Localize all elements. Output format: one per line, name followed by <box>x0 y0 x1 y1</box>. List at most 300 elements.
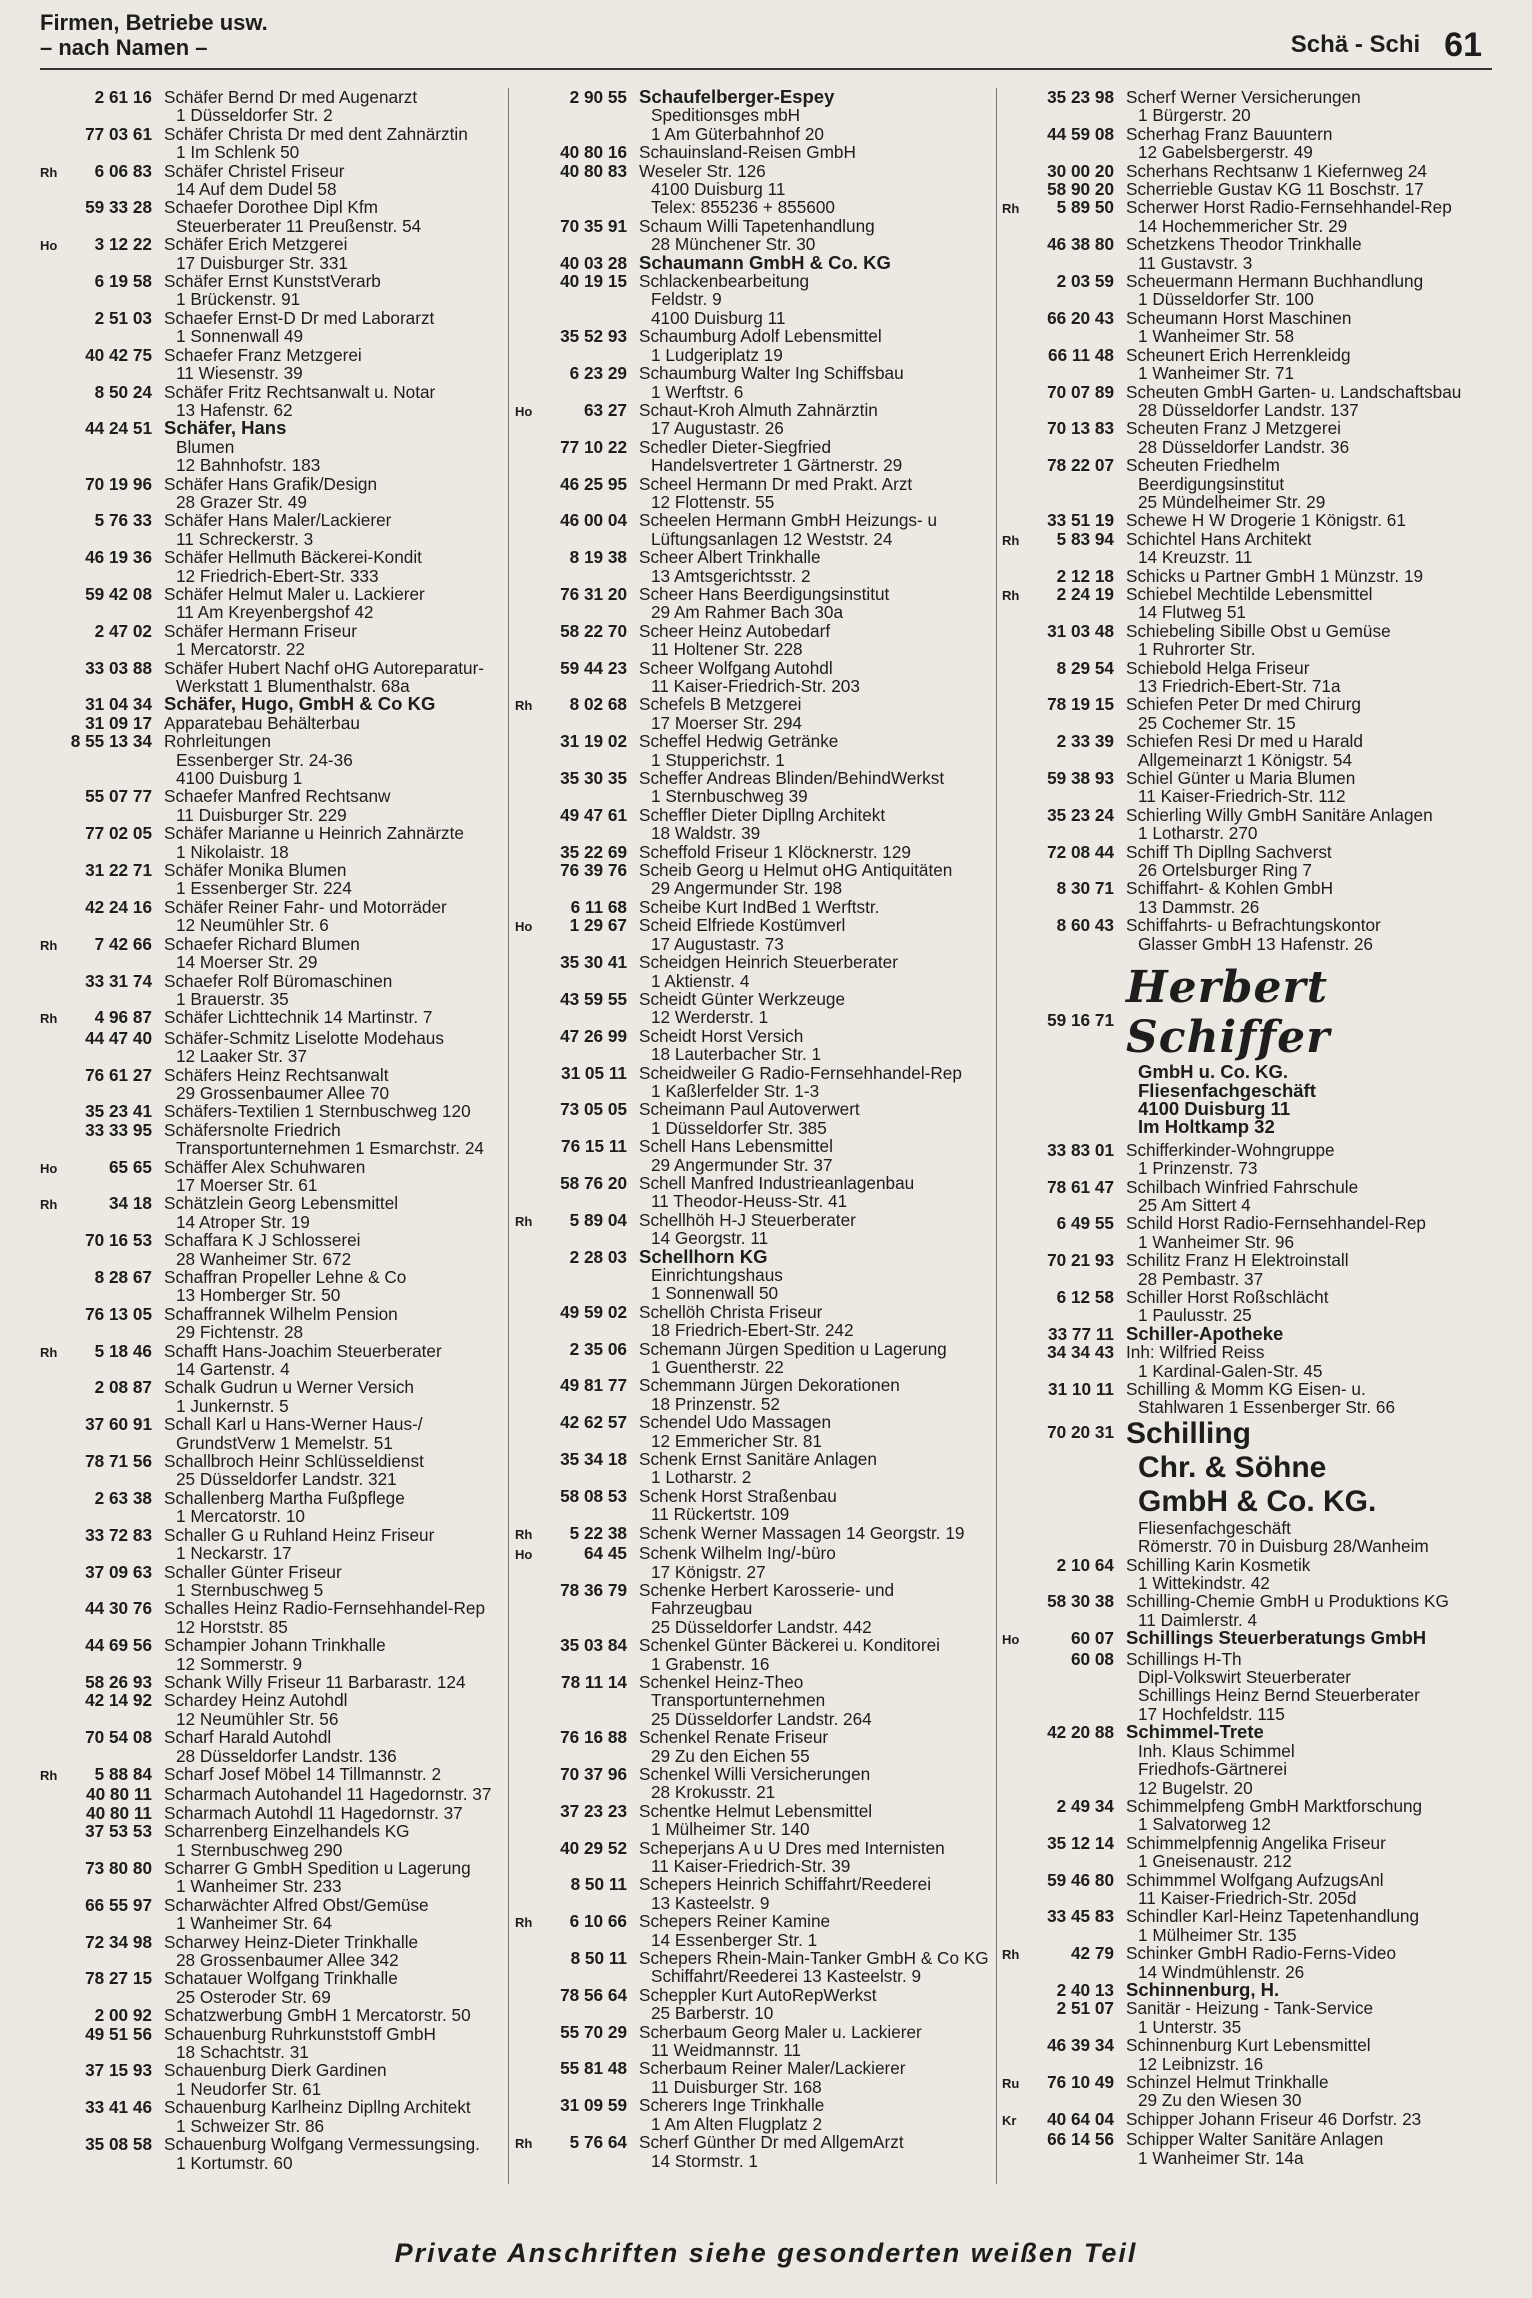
listing-detail-line: 12 Emmericher Str. 81 <box>651 1430 822 1451</box>
listing-details <box>1126 1907 1492 1944</box>
district-code <box>515 1673 545 1728</box>
listing-details <box>639 622 995 659</box>
phone-number: 63 27 <box>583 399 627 420</box>
listing-details <box>164 1305 510 1342</box>
district-code <box>1002 1141 1032 1178</box>
district-code <box>1002 1834 1032 1871</box>
listing-details <box>164 235 510 272</box>
listing-detail-line: 1 Im Schlenk 50 <box>176 142 300 163</box>
listing-details <box>1126 659 1492 696</box>
listing-name: Schäfers Heinz Rechtsanwalt <box>164 1064 389 1085</box>
listing-entry <box>515 401 995 438</box>
listing-name: Inh: Wilfried Reiss <box>1126 1342 1265 1363</box>
listing-entry <box>515 1802 995 1839</box>
district-code <box>515 1413 545 1450</box>
listing-name: Schimmmel Wolfgang AufzugsAnl <box>1126 1869 1384 1890</box>
listing-entry <box>515 1986 995 2023</box>
listing-entry <box>40 1452 510 1489</box>
phone-number: 55 70 29 <box>560 2021 627 2042</box>
listing-details <box>164 309 510 346</box>
listing-entry <box>1002 88 1492 125</box>
listing-name: Scheibe Kurt IndBed 1 Werftstr. <box>639 896 880 917</box>
listing-entry <box>40 2098 510 2135</box>
listing-name: Schell Hans Lebensmittel <box>639 1136 833 1157</box>
district-code <box>515 475 545 512</box>
listing-name: Scheer Hans Beerdigungsinstitut <box>639 583 890 604</box>
listing-entry <box>1002 567 1492 585</box>
listing-detail-line: 11 Duisburger Str. 168 <box>651 2076 822 2097</box>
listing-detail-line: Dipl-Volkswirt Steuerberater <box>1138 1667 1352 1688</box>
listing-details <box>1126 1556 1492 1593</box>
district-code <box>1002 1871 1032 1908</box>
listing-details <box>1126 125 1492 162</box>
district-code <box>40 861 70 898</box>
listing-detail-line: 1 Prinzenstr. 73 <box>1138 1158 1258 1179</box>
listing-details <box>1126 162 1492 180</box>
listing-detail-line: 1 Essenberger Str. 224 <box>176 878 352 899</box>
listing-name: Schallbroch Heinr Schlüsseldienst <box>164 1451 424 1472</box>
listing-detail-line: 11 Duisburger Str. 229 <box>176 804 347 825</box>
phone-number: 65 65 <box>108 1156 152 1177</box>
listing-detail-line: 12 Sommerstr. 9 <box>176 1653 303 1674</box>
listing-name: Schild Horst Radio-Fernsehhandel-Rep <box>1126 1213 1426 1234</box>
listing-detail-line: 25 Am Sittert 4 <box>1138 1194 1251 1215</box>
listing-name: Scheuten Friedhelm <box>1126 455 1280 476</box>
listing-detail-line: 1 Nikolaistr. 18 <box>176 841 289 862</box>
district-code <box>40 2006 70 2024</box>
district-code <box>40 1673 70 1691</box>
listing-detail-line: 28 Düsseldorfer Landstr. 137 <box>1138 399 1359 420</box>
listing-details <box>1126 769 1492 806</box>
listing-name: Schäfer Fritz Rechtsanwalt u. Notar <box>164 381 436 402</box>
listing-entry <box>515 2133 995 2170</box>
phone-number: 43 59 55 <box>560 988 627 1009</box>
listing-detail-line: Im Holtkamp 32 <box>1138 1116 1275 1138</box>
listing-details <box>639 1673 995 1728</box>
listing-entry <box>40 2006 510 2024</box>
listing-entry <box>1002 1978 1492 2000</box>
phone-number: 44 24 51 <box>85 418 152 439</box>
listing-detail-line: 29 Grossenbaumer Allee 70 <box>176 1082 390 1103</box>
listing-name: Schaffran Propeller Lehne & Co <box>164 1267 407 1287</box>
listing-name: Scheib Georg u Helmut oHG Antiquitäten <box>639 860 953 881</box>
phone-number: 5 18 46 <box>94 1340 152 1361</box>
phone-number: 8 02 68 <box>569 694 627 715</box>
listing-details <box>639 364 995 401</box>
listing-detail-line: 28 Münchener Str. 30 <box>651 234 816 255</box>
phone-number: 77 02 05 <box>85 823 152 844</box>
listing-entry <box>1002 1723 1492 1797</box>
listing-name: Schaefer Richard Blumen <box>164 933 360 954</box>
listing-details <box>164 272 510 309</box>
district-code: Rh <box>515 1526 533 1542</box>
listing-detail-line: 11 Kaiser-Friedrich-Str. 205d <box>1138 1887 1357 1908</box>
listing-detail-line: 17 Hochfeldstr. 115 <box>1138 1703 1285 1724</box>
listing-detail-line: Fliesenfachgeschäft <box>1138 1517 1291 1538</box>
listing-detail-line: 1 Neudorfer Str. 61 <box>176 2078 322 2099</box>
listing-details <box>164 1599 510 1636</box>
listing-details <box>1126 346 1492 383</box>
listing-details <box>639 1340 995 1377</box>
listing-entry <box>40 272 510 309</box>
phone-number: 35 22 69 <box>560 841 627 862</box>
listing-name: Schäfer Christa Dr med dent Zahnärztin <box>164 123 468 144</box>
listing-entry <box>1002 309 1492 346</box>
listing-entry <box>40 585 510 622</box>
listing-detail-line: 1 Wittekindstr. 42 <box>1138 1573 1270 1594</box>
phone-number: 33 41 46 <box>85 2097 152 2118</box>
listing-name: Schellöh Christa Friseur <box>639 1301 823 1322</box>
phone-number: 8 60 43 <box>1056 915 1114 936</box>
listing-details <box>1126 1999 1492 2036</box>
district-code <box>515 843 545 861</box>
listing-column-2 <box>515 88 995 2170</box>
phone-number: 33 83 01 <box>1047 1139 1114 1160</box>
listing-entry <box>515 1765 995 1802</box>
listing-details <box>164 1859 510 1896</box>
listing-details <box>164 383 510 420</box>
listing-detail-line: 1 Wanheimer Str. 233 <box>176 1876 342 1897</box>
listing-entry <box>515 327 995 364</box>
district-code <box>40 1231 70 1268</box>
listing-details <box>1126 272 1492 309</box>
listing-name: Schiller Horst Roßschlächt <box>1126 1286 1329 1307</box>
listing-entry <box>40 1673 510 1691</box>
listing-name: Schäfer Hans Grafik/Design <box>164 473 378 494</box>
listing-name: Scherers Inge Trinkhalle <box>639 2095 825 2116</box>
district-code <box>515 1949 545 1986</box>
listing-detail-line: 28 Grossenbaumer Allee 342 <box>176 1950 399 1971</box>
district-code <box>1002 1178 1032 1215</box>
listing-name: Scharf Harald Autohdl <box>164 1727 332 1748</box>
district-code <box>1002 963 1032 1137</box>
district-code <box>1002 567 1032 585</box>
listing-details <box>1126 1214 1492 1251</box>
phone-number: 40 19 15 <box>560 271 627 292</box>
listing-name: Schiffahrt- & Kohlen GmbH <box>1126 878 1333 899</box>
district-code <box>1002 659 1032 696</box>
listing-details <box>639 1027 995 1064</box>
listing-detail-line: 1 Wanheimer Str. 96 <box>1138 1231 1295 1252</box>
district-code <box>515 548 545 585</box>
district-code <box>1002 1417 1032 1556</box>
phone-number: 33 77 11 <box>1048 1323 1114 1344</box>
listing-detail-line: 14 Gartenstr. 4 <box>176 1359 290 1380</box>
listing-details <box>164 1785 510 1803</box>
listing-details <box>639 769 995 806</box>
district-code: Ru <box>1002 2076 1020 2091</box>
phone-number: 35 23 98 <box>1047 87 1114 107</box>
listing-entry <box>1002 1380 1492 1417</box>
phone-number: 2 63 38 <box>94 1487 152 1508</box>
listing-details <box>639 1524 995 1544</box>
listing-name: Scheer Albert Trinkhalle <box>639 547 821 568</box>
phone-number: 66 14 56 <box>1047 2129 1114 2150</box>
phone-number: 58 90 20 <box>1047 179 1114 200</box>
listing-details <box>164 861 510 898</box>
listing-detail-line: 1 Sonnenwall 49 <box>176 326 304 347</box>
district-code <box>40 824 70 861</box>
listing-name: Schäfer Hans Maler/Lackierer <box>164 510 392 531</box>
listing-entry <box>515 806 995 843</box>
listing-entry <box>1002 622 1492 659</box>
district-code <box>515 2023 545 2060</box>
listing-entry <box>40 714 510 732</box>
listing-details <box>1126 1592 1492 1629</box>
listing-name: Scheer Wolfgang Autohdl <box>639 657 833 678</box>
listing-name: GmbH u. Co. KG. <box>1138 1061 1289 1083</box>
listing-name: Schepers Rhein-Main-Tanker GmbH & Co KG <box>639 1948 989 1969</box>
listing-details <box>164 2061 510 2098</box>
listing-entry <box>1002 843 1492 880</box>
listing-details <box>1126 1322 1492 1344</box>
listing-entry <box>515 2059 995 2096</box>
listing-detail-line: 14 Stormstr. 1 <box>651 2150 758 2171</box>
listing-entry <box>515 143 995 161</box>
listing-detail-line: GmbH & Co. KG. <box>1138 1484 1377 1518</box>
listing-detail-line: 25 Barberstr. 10 <box>651 2003 774 2024</box>
phone-number: 76 10 49 <box>1047 2072 1114 2092</box>
listing-detail-line: Fliesenfachgeschäft <box>1138 1079 1316 1101</box>
listing-detail-line: 18 Schachtstr. 31 <box>176 2042 309 2063</box>
district-code: Rh <box>40 1197 58 1213</box>
listing-detail-line: Chr. & Söhne <box>1138 1450 1327 1484</box>
listing-name: Schäfer Lichttechnik 14 Martinstr. 7 <box>164 1007 433 1028</box>
listing-details <box>639 1802 995 1839</box>
district-code <box>40 309 70 346</box>
listing-detail-line: Beerdigungsinstitut <box>1138 473 1285 494</box>
listing-name: Schauenburg Karlheinz Dipllng Architekt <box>164 2097 471 2118</box>
listing-details <box>639 1245 995 1304</box>
listing-name: Scherhans Rechtsanw 1 Kiefernweg 24 <box>1126 160 1427 181</box>
listing-details <box>1126 235 1492 272</box>
listing-entry <box>1002 879 1492 916</box>
listing-name: Scheppler Kurt AutoRepWerkst <box>639 1984 877 2005</box>
listing-detail-line: 1 Salvatorweg 12 <box>1138 1814 1271 1835</box>
listing-details <box>1126 1288 1492 1325</box>
district-code <box>1002 1380 1032 1417</box>
listing-name: Schindler Karl-Heinz Tapetenhandlung <box>1126 1906 1420 1927</box>
listing-name: Scharmach Autohandel 11 Hagedornstr. 37 <box>164 1784 492 1805</box>
listing-name: Schauenburg Wolfgang Vermessungsing. <box>164 2134 480 2155</box>
listing-entry <box>515 1211 995 1248</box>
listing-name: Schiff Th Dipllng Sachverst <box>1126 841 1332 862</box>
district-code <box>40 548 70 585</box>
listing-entry <box>40 1158 510 1195</box>
listing-name: Sanitär - Heizung - Tank-Service <box>1126 1998 1374 2019</box>
listing-details <box>1126 585 1492 622</box>
listing-entry <box>515 2023 995 2060</box>
district-code <box>40 898 70 935</box>
listing-details <box>164 585 510 622</box>
listing-detail-line: 11 Am Kreyenbergshof 42 <box>176 602 374 623</box>
phone-number: 70 35 91 <box>560 215 627 236</box>
listing-details <box>1126 879 1492 916</box>
phone-number: 70 07 89 <box>1047 381 1114 402</box>
listing-detail-line: Römerstr. 70 in Duisburg 28/Wanheim <box>1138 1536 1429 1557</box>
district-code <box>515 1376 545 1413</box>
listing-detail-line: 1 Junkernstr. 5 <box>176 1395 289 1416</box>
listing-name: Schipper Johann Friseur 46 Dorfstr. 23 <box>1126 2108 1422 2129</box>
listing-details <box>164 787 510 824</box>
phone-number: 33 33 95 <box>85 1119 152 1140</box>
listing-name: Scheimann Paul Autoverwert <box>639 1099 860 1120</box>
listing-details <box>639 1413 995 1450</box>
listing-name: Schaumann GmbH & Co. KG <box>639 251 891 273</box>
listing-entry <box>515 1303 995 1340</box>
listing-name: Schiebel Mechtilde Lebensmittel <box>1126 583 1373 604</box>
listing-name: Scheelen Hermann GmbH Heizungs- u <box>639 510 938 531</box>
listing-detail-line: 1 Ruhrorter Str. <box>1138 639 1256 660</box>
listing-details <box>639 162 995 217</box>
phone-number: 76 31 20 <box>560 583 627 604</box>
district-code <box>515 659 545 696</box>
listing-detail-line: 1 Paulusstr. 25 <box>1138 1305 1252 1326</box>
column-divider <box>996 88 997 2184</box>
listing-detail-line: 13 Friedrich-Ebert-Str. 71a <box>1138 676 1341 696</box>
district-code <box>1002 622 1032 659</box>
listing-detail-line: Glasser GmbH 13 Hafenstr. 26 <box>1138 933 1373 954</box>
listing-name: Schäfer Bernd Dr med Augenarzt <box>164 87 418 107</box>
phone-number: 2 24 19 <box>1056 583 1114 604</box>
listing-entry <box>40 1305 510 1342</box>
district-code <box>1002 1556 1032 1593</box>
listing-name: Schäfer Ernst KunststVerarb <box>164 271 381 292</box>
listing-entry <box>1002 1592 1492 1629</box>
listing-entry <box>515 732 995 769</box>
listing-entry <box>40 1489 510 1526</box>
listing-name: Schichtel Hans Architekt <box>1126 528 1312 549</box>
listing-details <box>639 1949 995 1986</box>
listing-detail-line: 12 Leibnizstr. 16 <box>1138 2053 1264 2074</box>
phone-number: 42 14 92 <box>85 1690 152 1711</box>
phone-number: 37 15 93 <box>85 2060 152 2081</box>
listing-details <box>164 1933 510 1970</box>
listing-entry <box>1002 659 1492 696</box>
district-code: Ho <box>515 1547 533 1563</box>
listing-detail-line: 1 Wanheimer Str. 64 <box>176 1913 333 1934</box>
listing-name: Schemann Jürgen Spedition u Lagerung <box>639 1338 947 1359</box>
listing-name: Scheumann Horst Maschinen <box>1126 307 1352 328</box>
listing-name: Schilling Karin Kosmetik <box>1126 1554 1311 1575</box>
listing-entry <box>515 695 995 732</box>
district-code <box>40 1066 70 1103</box>
phone-number: 35 03 84 <box>560 1635 627 1656</box>
listing-entry <box>40 1526 510 1563</box>
phone-number: 31 10 11 <box>1048 1379 1114 1399</box>
phone-number: 6 10 66 <box>569 1911 627 1932</box>
listing-name: Scharwächter Alfred Obst/Gemüse <box>164 1894 429 1915</box>
phone-number: 8 55 13 34 <box>70 731 152 752</box>
phone-number: 8 29 54 <box>1056 657 1114 678</box>
listing-entry <box>40 1415 510 1452</box>
listing-entry <box>40 383 510 420</box>
listing-detail-line: 11 Kaiser-Friedrich-Str. 203 <box>651 676 860 696</box>
listing-detail-line: 1 Wanheimer Str. 58 <box>1138 326 1295 347</box>
phone-number: 59 42 08 <box>85 583 152 604</box>
district-code: Rh <box>40 1011 58 1027</box>
listing-name: Schiel Günter u Maria Blumen <box>1126 768 1356 789</box>
listing-name: Scheffold Friseur 1 Klöcknerstr. 129 <box>639 841 911 862</box>
listing-name: Schäfer Helmut Maler u. Lackierer <box>164 583 425 604</box>
listing-name: Rohrleitungen <box>164 731 272 752</box>
listing-name: Schiefen Resi Dr med u Harald <box>1126 731 1363 752</box>
phone-number: 2 28 03 <box>569 1246 627 1267</box>
listing-entry <box>515 1673 995 1728</box>
phone-number: 66 11 48 <box>1048 344 1114 365</box>
district-code <box>515 1027 545 1064</box>
listing-detail-line: 28 Düsseldorfer Landstr. 136 <box>176 1745 397 1766</box>
district-code <box>1002 806 1032 843</box>
listing-entry <box>515 1487 995 1524</box>
listing-detail-line: 28 Düsseldorfer Landstr. 36 <box>1138 436 1350 457</box>
listing-details <box>639 438 995 475</box>
listing-detail-line: 1 Düsseldorfer Str. 2 <box>176 105 333 126</box>
phone-number: 66 20 43 <box>1047 307 1114 328</box>
listing-detail-line: Einrichtungshaus <box>651 1265 783 1285</box>
listing-name: Scheidgen Heinrich Steuerberater <box>639 952 898 973</box>
phone-number: 40 80 83 <box>560 160 627 181</box>
district-code <box>40 1526 70 1563</box>
listing-details <box>164 88 510 125</box>
listing-detail-line: 18 Waldstr. 39 <box>651 823 761 844</box>
district-code <box>40 1785 70 1803</box>
listing-entry <box>515 217 995 254</box>
listing-details <box>1126 1178 1492 1215</box>
header-category: Firmen, Betriebe usw. <box>40 10 268 35</box>
listing-detail-line: 4100 Duisburg 1 <box>176 768 303 789</box>
listing-detail-line: 1 Gneisenaustr. 212 <box>1138 1851 1292 1872</box>
listing-entry <box>1002 530 1492 567</box>
listing-name: Schenke Herbert Karosserie- und <box>639 1579 895 1600</box>
listing-entry <box>1002 1834 1492 1871</box>
listing-details <box>164 1526 510 1563</box>
phone-number: 33 72 83 <box>85 1524 152 1545</box>
listing-name: Schifferkinder-Wohngruppe <box>1126 1139 1335 1160</box>
listing-details <box>1126 695 1492 732</box>
listing-entry <box>1002 806 1492 843</box>
listing-entry <box>1002 1907 1492 1944</box>
listing-detail-line: 25 Düsseldorfer Landstr. 321 <box>176 1469 397 1490</box>
district-code <box>40 1728 70 1765</box>
phone-number: 76 61 27 <box>85 1064 152 1085</box>
listing-name: Scheffler Dieter Dipllng Architekt <box>639 804 886 825</box>
listing-detail-line: 28 Pembastr. 37 <box>1138 1268 1264 1289</box>
listing-details <box>1126 1141 1492 1178</box>
listing-entry <box>1002 383 1492 420</box>
district-code <box>40 1268 70 1305</box>
listing-entry <box>515 88 995 143</box>
listing-entry <box>40 972 510 1009</box>
district-code <box>40 659 70 696</box>
listing-name: Schenkel Günter Bäckerei u. Konditorei <box>639 1635 940 1656</box>
district-code <box>1002 843 1032 880</box>
header-range: Schä - Schi <box>1290 31 1421 58</box>
listing-detail-line: 1 Kardinal-Galen-Str. 45 <box>1138 1360 1323 1381</box>
phone-number: 40 03 28 <box>560 252 627 273</box>
listing-entry <box>515 1064 995 1101</box>
listing-details <box>1126 806 1492 843</box>
listing-name: Scharwey Heinz-Dieter Trinkhalle <box>164 1931 419 1952</box>
phone-number: 31 04 34 <box>85 694 152 715</box>
listing-name: Scherf Werner Versicherungen <box>1126 87 1361 107</box>
listing-name: Schenk Wilhelm Ing/-büro <box>639 1543 836 1564</box>
phone-number: 37 09 63 <box>85 1561 152 1582</box>
listing-entry <box>515 843 995 861</box>
listing-detail-line: Fahrzeugbau <box>651 1598 753 1619</box>
listing-detail-line: 17 Moerser Str. 294 <box>651 712 802 733</box>
listing-details <box>164 1008 510 1028</box>
